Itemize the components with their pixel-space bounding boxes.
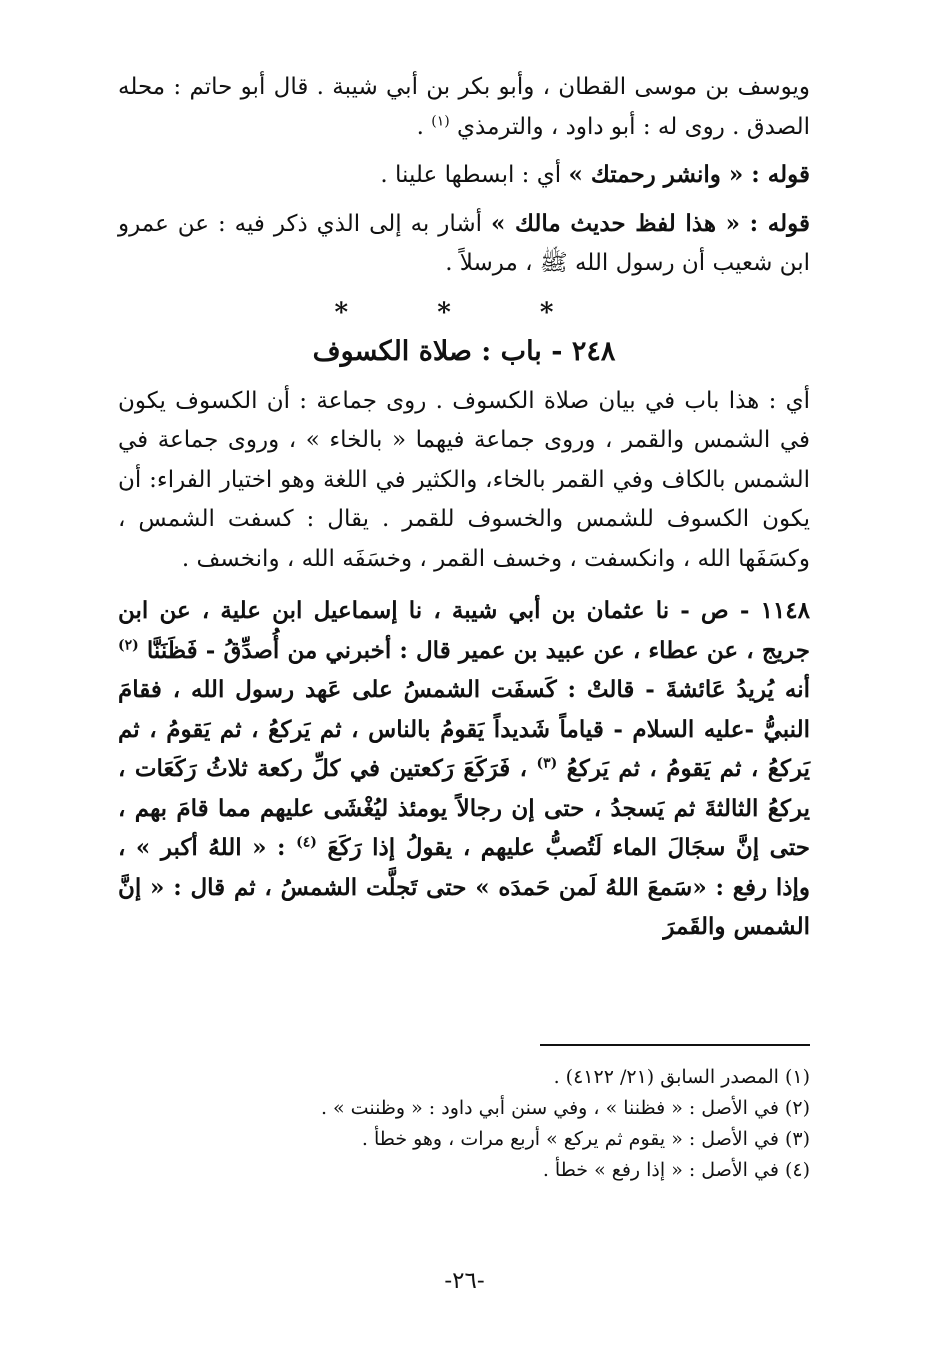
page-number: -٢٦- bbox=[444, 1268, 485, 1294]
qawl-paragraph-1 bbox=[118, 155, 810, 196]
footnote-ref-3[interactable]: (٣) bbox=[536, 755, 558, 772]
top-line-2: محله الصدق . روى له : أبو داود ، والترمذي bbox=[118, 74, 810, 140]
qawl-2-text: أشار به إلى الذي ذكر فيه : عن عمرو ابن شعيب أن رسول الله ﷺ ، مرسلاً . bbox=[118, 210, 810, 276]
hadith-part-2: أنه يُريدُ عَائشةَ - قالتْ : كَسفَت الشمسُ على عَهد رسول الله ، فقامَ النبيُّ -عليه السلام - قياماً شَديداً يَقومُ بالناس ، ثم يَركعُ ، ثم يَقومُ ، ثم يَركعُ ، ثم يَقومُ ، ثم يَركعُ bbox=[118, 676, 811, 782]
qawl-2-prefix: قوله : « هذا لفظ حديث مالك » bbox=[491, 209, 810, 237]
footnote-ref-1[interactable]: (١) bbox=[431, 112, 450, 129]
footnote-4: (٤) في الأصل : « إذا رفع » خطأ . bbox=[542, 1159, 810, 1181]
qawl-1-prefix: قوله : « وانشر رحمتك » bbox=[568, 161, 810, 188]
footnote-3: (٣) في الأصل : « يقوم ثم يركع » أربع مرات ، وهو خطأ . bbox=[361, 1128, 810, 1150]
intro-paragraph: أي : هذا باب في بيان صلاة الكسوف . روى جماعة : أن الكسوف يكون في الشمس والقمر ، وروى جماعة فيهما « بالخاء » ، وروى جماعة في الشمس بالكاف وفي القمر بالخاء، والكثير في اللغة وهو اختيار الفراء: أن يكون الكسوف للشمس والخسوف للقمر . يقال : كسفت الشمس ، وكسَفَها الله ، وانكسفت ، وخسف القمر ، وخسَفَه الله ، وانخسف . bbox=[118, 387, 810, 572]
footnote-2: (٢) في الأصل : « فظننا » ، وفي سنن أبي داود : « وظننت » . bbox=[320, 1097, 810, 1119]
chapter-title: ٢٤٨ - باب : صلاة الكسوف bbox=[312, 335, 616, 367]
top-paragraph bbox=[118, 68, 810, 147]
footnote-1: (١) المصدر السابق (٢١/ ٤١٢٢) . bbox=[553, 1066, 810, 1088]
hadith-paragraph bbox=[118, 591, 810, 947]
section-separator: * * * bbox=[334, 297, 594, 328]
hadith-part-3: ، فَرَكَعَ رَكعتين في كلِّ ركعة ثلاثُ رَكَعَات ، يركعُ الثالثةَ ثم يَسجدُ ، حتى إن رجالاً يومئذ ليُغْشَى عليهم مما قامَ بهم ، حتى إنَّ سجَالَ الماء لَتُصبُّ عليهم ، يقولُ إذا رَكَعَ bbox=[118, 755, 810, 861]
top-line-1: ويوسف بن موسى القطان ، وأبو بكر بن أبي شيبة . قال أبو حاتم : bbox=[173, 74, 810, 100]
page-body bbox=[118, 68, 810, 947]
hadith-part-4: : « اللهُ أكبر » ، وإذا رفع : «سَمعَ اللهُ لَمن حَمدَه » حتى تَجلَّت الشمسُ ، ثم قال : « إنَّ الشمس والقَمرَ bbox=[118, 834, 810, 940]
footnote-divider bbox=[540, 1044, 810, 1046]
footnotes bbox=[250, 1062, 810, 1186]
hadith-part-1: ١١٤٨ - ص - نا عثمان بن أبي شيبة ، نا إسماعيل ابن علية ، عن ابن جريج ، عن عطاء ، عن عبيد بن عمير قال : أخبرني من أُصدِّقُ - فَظَنَنَّا bbox=[118, 597, 810, 664]
qawl-paragraph-2 bbox=[118, 204, 810, 284]
top-line-2-end: . bbox=[416, 113, 432, 140]
footnote-ref-2[interactable]: (٢) bbox=[118, 636, 139, 653]
footnote-ref-4[interactable]: (٤) bbox=[296, 834, 317, 851]
qawl-1-text: أي : ابسطها علينا . bbox=[380, 162, 569, 188]
